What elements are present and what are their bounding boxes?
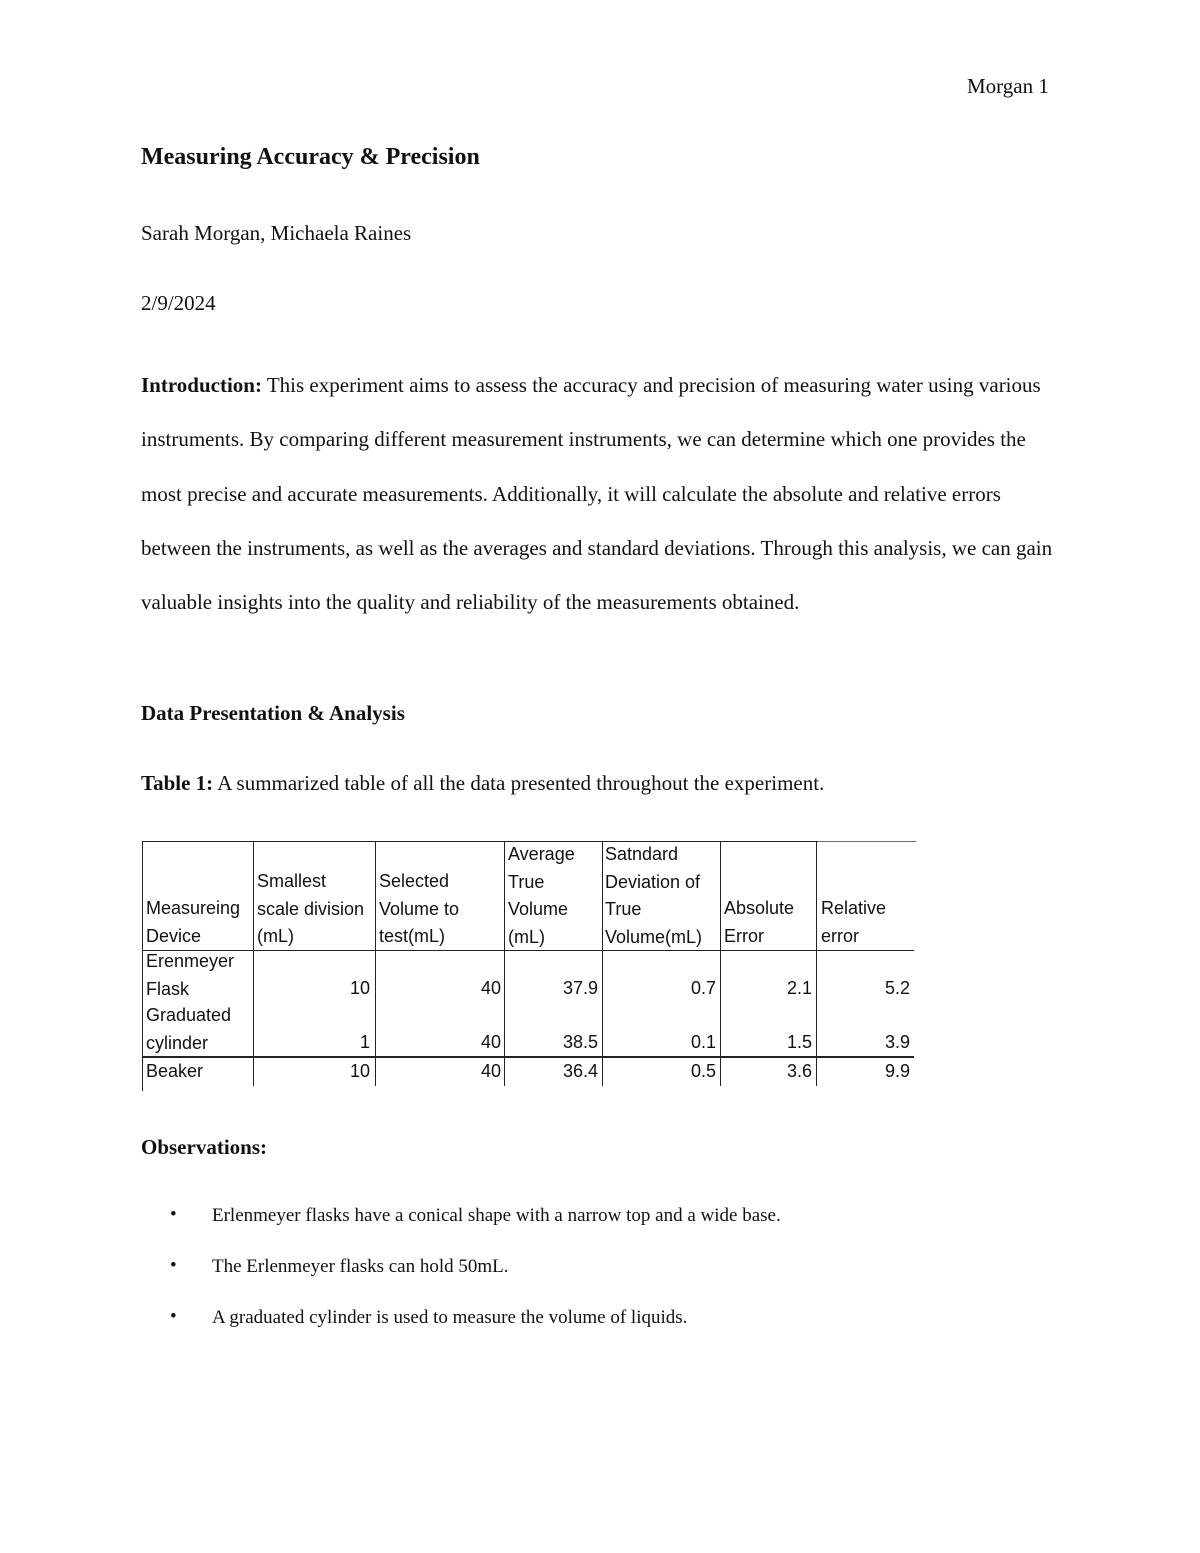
bullet-icon: • [170, 1306, 177, 1327]
header-absolute-error: Absolute Error [724, 898, 795, 946]
table-cell-selected: 40 [480, 1032, 501, 1052]
table-cell-scale: 10 [349, 1061, 370, 1081]
header-relative-error: Relative error [821, 898, 887, 946]
header-device: Measureing Device [146, 898, 241, 946]
introduction-paragraph [141, 358, 1071, 629]
date: 2/9/2024 [141, 291, 216, 315]
table-cell-scale: 1 [359, 1032, 370, 1052]
table-cell-rel-error: 9.9 [884, 1061, 910, 1081]
authors: Sarah Morgan, Michaela Raines [141, 221, 412, 245]
table-cell-stdev: 0.5 [690, 1061, 716, 1081]
header-scale-division: Smallest scale division (mL) [257, 871, 365, 946]
header-selected-volume: Selected Volume to test(mL) [379, 871, 460, 946]
table-cell-rel-error: 3.9 [884, 1032, 910, 1052]
table-cell-rel-error: 5.2 [884, 978, 910, 998]
table-row-device: Erenmeyer Flask [146, 951, 235, 999]
running-head: Morgan 1 [967, 74, 1049, 98]
table-cell-selected: 40 [480, 978, 501, 998]
table-cell-abs-error: 1.5 [786, 1032, 812, 1052]
table-cell-selected: 40 [480, 1061, 501, 1081]
table-cell-average: 36.4 [562, 1061, 598, 1081]
table-cell-stdev: 0.1 [690, 1032, 716, 1052]
table-cell-average: 37.9 [562, 978, 598, 998]
introduction-label: Introduction: [141, 373, 262, 397]
observations-heading: Observations: [141, 1135, 267, 1159]
table-cell-abs-error: 3.6 [786, 1061, 812, 1081]
header-std-deviation: Satndard Deviation of True Volume(mL) [605, 844, 703, 947]
table-caption-text: A summarized table of all the data presented throughout the experiment. [213, 771, 825, 795]
table-caption-label: Table 1: [141, 771, 214, 795]
table-row-device: Graduated cylinder [146, 1005, 232, 1053]
table-cell-average: 38.5 [562, 1032, 598, 1052]
table-cell-stdev: 0.7 [690, 978, 716, 998]
table-cell-abs-error: 2.1 [786, 978, 812, 998]
table-cell-scale: 10 [349, 978, 370, 998]
table-row-device: Beaker [146, 1061, 204, 1081]
document-title: Measuring Accuracy & Precision [141, 144, 480, 170]
table-caption [141, 771, 824, 796]
header-average-volume: Average True Volume (mL) [508, 844, 575, 947]
data-section-heading: Data Presentation & Analysis [141, 701, 405, 725]
bullet-icon: • [170, 1255, 177, 1276]
bullet-icon: • [170, 1204, 177, 1225]
data-table [142, 841, 916, 1091]
introduction-text: This experiment aims to assess the accuracy and precision of measuring water using various instruments. By comparing different measurement instruments, we can determine which one provides the most precise and accurate measurements. Additionally, it will calculate the absolute and relative errors between the instruments, as well as the averages and standard deviations. Through this analysis, we can gain valuable insights into the quality and reliability of the measurements obtained. [141, 373, 1053, 615]
